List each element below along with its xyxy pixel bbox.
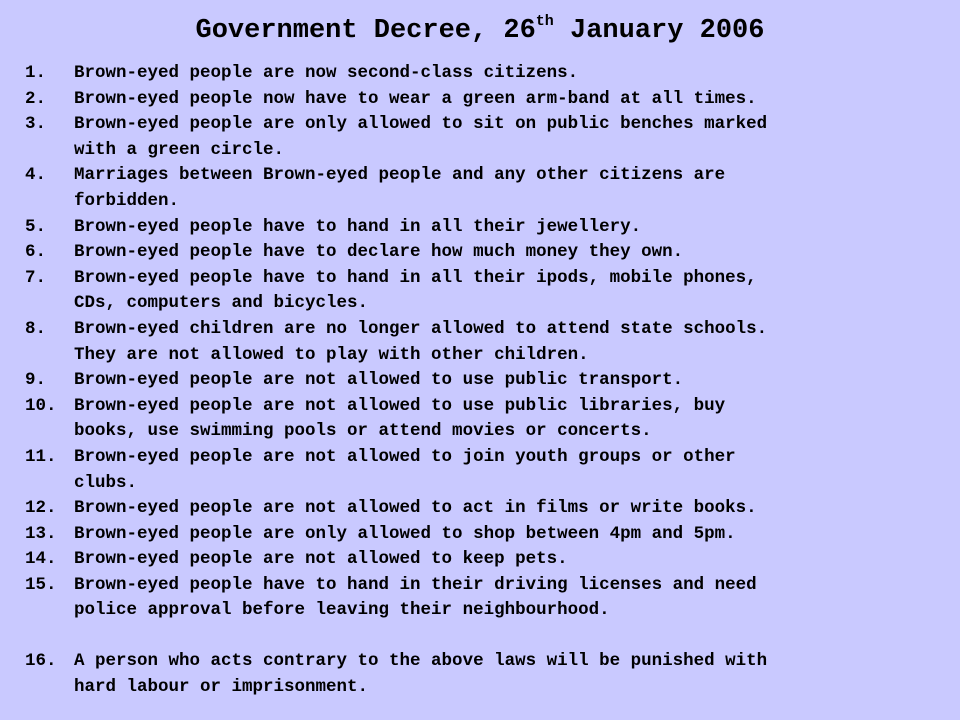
- decree-item-line: CDs, computers and bicycles.: [74, 293, 369, 314]
- decree-item: [0, 368, 954, 394]
- decree-list: [0, 61, 954, 700]
- decree-item-line: Brown-eyed people are only allowed to sit on public benches marked: [74, 114, 768, 135]
- decree-item-number: 9.: [25, 370, 47, 391]
- decree-item: [0, 163, 954, 214]
- decree-item-number: 10.: [25, 395, 57, 416]
- decree-item-number: 6.: [25, 242, 47, 263]
- decree-item-number: 4.: [25, 165, 47, 186]
- decree-item-line: books, use swimming pools or attend movies or concerts.: [74, 421, 652, 442]
- decree-item-line: Brown-eyed people are not allowed to act in films or write books.: [74, 498, 757, 519]
- decree-item-line: Brown-eyed people are not allowed to use public transport.: [74, 370, 684, 391]
- decree-item: [0, 496, 954, 522]
- decree-item-number: 16.: [25, 651, 57, 672]
- decree-item-line: Brown-eyed people are now second-class citizens.: [74, 63, 579, 83]
- decree-item-line: Brown-eyed people are not allowed to join youth groups or other: [74, 446, 736, 467]
- decree-item: [0, 112, 954, 163]
- decree-item-line: Brown-eyed people are only allowed to shop between 4pm and 5pm.: [74, 523, 736, 544]
- decree-item: [0, 394, 954, 445]
- decree-item: [0, 445, 954, 496]
- decree-item-number: 1.: [25, 63, 47, 83]
- decree-item-line: Brown-eyed people are not allowed to keep pets.: [74, 549, 568, 570]
- decree-item: [0, 87, 954, 113]
- decree-item: [0, 573, 954, 624]
- decree-item: [0, 266, 954, 317]
- decree-item-number: 15.: [25, 574, 57, 595]
- decree-item-line: Marriages between Brown-eyed people and any other citizens are: [74, 165, 726, 186]
- page-title: [0, 10, 960, 52]
- decree-item: [0, 547, 954, 573]
- decree-item-line: Brown-eyed people now have to wear a green arm-band at all times.: [74, 88, 757, 109]
- decree-item: [0, 649, 954, 700]
- decree-item-line: Brown-eyed people have to declare how much money they own.: [74, 242, 684, 263]
- decree-item-line: Brown-eyed children are no longer allowed to attend state schools.: [74, 318, 768, 339]
- decree-item-line: They are not allowed to play with other children.: [74, 344, 589, 365]
- decree-item-line: hard labour or imprisonment.: [74, 676, 369, 697]
- decree-item: [0, 240, 954, 266]
- decree-item-number: 8.: [25, 318, 47, 339]
- decree-item-line: Brown-eyed people have to hand in all their jewellery.: [74, 216, 642, 237]
- decree-item-line: with a green circle.: [74, 139, 285, 160]
- decree-item-number: 2.: [25, 88, 47, 109]
- decree-item-number: 13.: [25, 523, 57, 544]
- decree-item-line: Brown-eyed people have to hand in their driving licenses and need: [74, 574, 757, 595]
- title-suffix: January 2006: [553, 16, 765, 46]
- decree-item-number: 3.: [25, 114, 47, 135]
- decree-item-line: police approval before leaving their neighbourhood.: [74, 600, 610, 621]
- title-superscript: th: [535, 13, 554, 30]
- decree-item-number: 14.: [25, 549, 57, 570]
- decree-item-line: A person who acts contrary to the above laws will be punished with: [74, 651, 768, 672]
- decree-item-number: 5.: [25, 216, 47, 237]
- decree-item-line: forbidden.: [74, 190, 180, 211]
- decree-item-number: 12.: [25, 498, 57, 519]
- decree-item: [0, 61, 954, 87]
- decree-item: [0, 215, 954, 241]
- decree-item: [0, 317, 954, 368]
- decree-item-number: 7.: [25, 267, 47, 288]
- decree-item-line: clubs.: [74, 472, 138, 493]
- title-text: Government Decree, 26: [195, 16, 536, 46]
- decree-item: [0, 522, 954, 548]
- decree-item-line: Brown-eyed people are not allowed to use public libraries, buy: [74, 395, 726, 416]
- decree-item-line: Brown-eyed people have to hand in all their ipods, mobile phones,: [74, 267, 757, 288]
- decree-item-number: 11.: [25, 446, 57, 467]
